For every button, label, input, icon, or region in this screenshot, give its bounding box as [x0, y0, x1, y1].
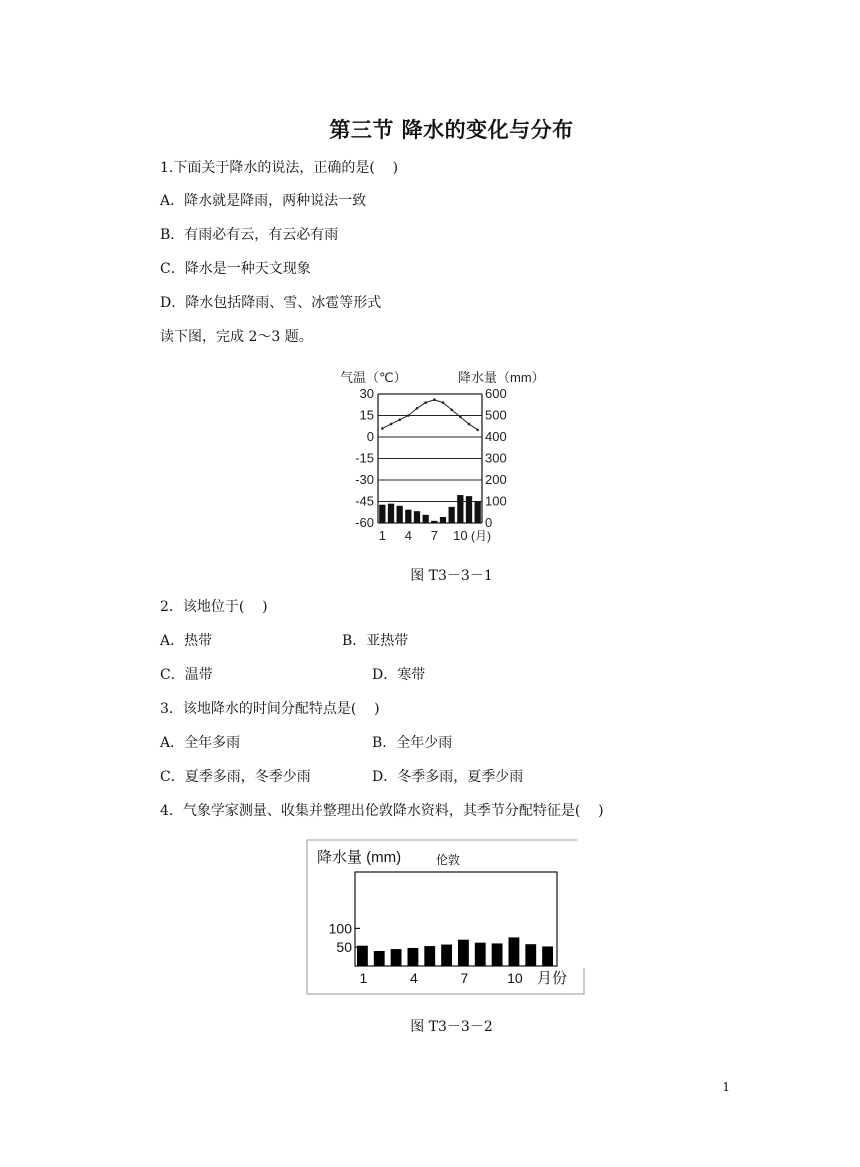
precip-bar — [397, 506, 403, 523]
london-precip-bar — [509, 937, 520, 966]
precip-bar — [440, 517, 446, 523]
london-precip-bar — [525, 944, 536, 966]
y-tick-label: 50 — [336, 939, 352, 956]
temperature-point — [381, 427, 384, 430]
right-tick-label: 0 — [485, 515, 493, 530]
london-precip-bar — [424, 946, 435, 966]
precip-bar — [449, 507, 455, 523]
temperature-line — [382, 400, 477, 430]
x-tick-label: 4 — [410, 970, 418, 986]
x-tick-label: 1 — [359, 970, 368, 986]
q2-option-b: B．亚热带 — [342, 633, 409, 649]
right-axis-label: 降水量（mm） — [458, 370, 545, 385]
london-precip-bar — [441, 945, 452, 966]
x-tick-label: 10 — [507, 970, 523, 986]
q3-stem: 3．该地降水的时间分配特点是( ) — [160, 701, 380, 717]
figure1-caption: 图 T3－3－1 — [410, 568, 493, 584]
q4-stem: 4．气象学家测量、收集并整理出伦敦降水资料，其季节分配特征是( ) — [160, 803, 604, 819]
right-tick-label: 100 — [485, 493, 507, 509]
left-tick-label: 30 — [359, 386, 374, 401]
temperature-point — [442, 401, 445, 404]
right-tick-label: 400 — [485, 429, 507, 444]
q2-option-d: D．寒带 — [372, 667, 426, 683]
london-precip-bar — [542, 946, 553, 966]
q1-option-a: A．降水就是降雨，两种说法一致 — [160, 193, 367, 209]
precip-bar — [466, 496, 472, 523]
london-precip-bar — [492, 943, 503, 966]
left-axis-label: 气温（℃） — [340, 370, 407, 385]
x-unit-label-2: 月份 — [537, 970, 568, 987]
precip-bar — [405, 510, 411, 523]
q1-option-b: B．有雨必有云，有云必有雨 — [160, 227, 339, 243]
precip-bar — [423, 515, 429, 523]
london-precip-bar — [374, 951, 385, 966]
precip-bar — [475, 502, 481, 524]
temperature-point — [407, 414, 410, 417]
q3-option-d: D．冬季多雨，夏季少雨 — [372, 769, 524, 785]
y-tick-label: 100 — [328, 920, 352, 937]
temperature-point — [416, 407, 419, 410]
q3-option-c: C．夏季多雨，冬季少雨 — [160, 769, 311, 785]
temperature-point — [476, 429, 479, 432]
left-tick-label: -60 — [355, 515, 374, 530]
temperature-point — [424, 401, 427, 404]
q1-option-c: C．降水是一种天文现象 — [160, 261, 311, 277]
temperature-point — [468, 423, 471, 426]
q2-option-c: C．温带 — [160, 667, 213, 683]
london-precip-bar — [458, 940, 469, 966]
temperature-point — [433, 398, 436, 401]
intro-text: 读下图，完成 2～3 题。 — [160, 329, 313, 345]
temperature-point — [390, 423, 393, 426]
left-tick-label: 15 — [359, 407, 374, 423]
q1-stem: 1.下面关于降水的说法，正确的是( ) — [160, 160, 399, 176]
precip-bar — [379, 505, 385, 523]
x-tick-label: 1 — [378, 528, 386, 543]
x-tick-label: 7 — [430, 528, 438, 543]
page-number: 1 — [722, 1080, 730, 1094]
y-axis-label: 降水量 (mm) — [317, 849, 402, 866]
london-precip-bar — [475, 943, 486, 966]
precip-bar — [414, 511, 420, 523]
right-tick-label: 300 — [485, 450, 507, 466]
london-precip-bar — [408, 948, 419, 966]
london-precip-bar — [357, 946, 368, 966]
chart-place-title: 伦敦 — [436, 853, 461, 867]
page-title: 第三节 降水的变化与分布 — [329, 118, 574, 142]
q2-option-a: A．热带 — [160, 633, 213, 649]
x-tick-label: 7 — [460, 970, 469, 986]
precip-bar — [431, 521, 437, 523]
climate-chart — [330, 362, 570, 550]
q1-option-d: D．降水包括降雨、雪、冰雹等形式 — [160, 295, 382, 311]
right-tick-label: 600 — [485, 386, 507, 401]
x-unit-label: (月) — [471, 529, 491, 543]
left-tick-label: 0 — [366, 429, 374, 444]
q3-option-b: B．全年少雨 — [372, 735, 453, 751]
temperature-point — [398, 419, 401, 422]
left-tick-label: -45 — [355, 493, 374, 509]
q2-stem: 2．该地位于( ) — [160, 599, 268, 615]
right-tick-label: 500 — [485, 407, 507, 423]
left-tick-label: -15 — [355, 450, 374, 466]
precip-bar — [388, 504, 394, 523]
temperature-point — [450, 408, 453, 411]
x-tick-label: 4 — [404, 528, 412, 543]
london-precip-bar — [391, 949, 402, 966]
figure2-caption: 图 T3－3－2 — [410, 1019, 493, 1035]
right-tick-label: 200 — [485, 472, 507, 487]
london-precip-chart — [305, 838, 587, 998]
left-tick-label: -30 — [355, 472, 374, 487]
q3-option-a: A．全年多雨 — [160, 735, 241, 751]
temperature-point — [459, 416, 462, 419]
precip-bar — [457, 495, 463, 523]
x-tick-label: 10 — [453, 528, 468, 543]
